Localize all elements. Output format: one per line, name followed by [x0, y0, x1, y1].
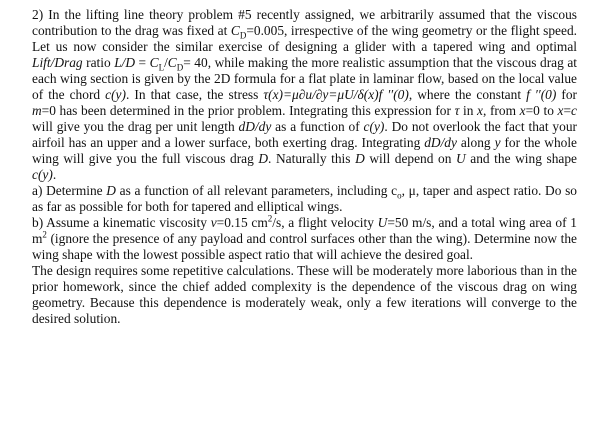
x-symbol-3: x [557, 103, 564, 118]
part-b-text-1: b) Assume a kinematic viscosity [32, 215, 211, 230]
x-symbol-2: x [519, 103, 526, 118]
part-a-text-2: as a function of all relevant parameters, including c [115, 183, 398, 198]
f-double-prime: f ′′(0) [526, 87, 557, 102]
chord-function: c(y) [105, 87, 126, 102]
part-a-text-3: , μ, taper and aspect ratio. Do so as far as possible for both for tapered and elliptical wings. [32, 183, 578, 214]
intro-text-14: as a function of [271, 119, 364, 134]
closing-paragraph: The design requires some repetitive calculations. These will be moderately more laborious than in the prior homework, since the chief added complexity is the dependence of the viscous drag on wing geometry. Because this dependence is moderately weak, only a few iterations will converge to the desired solution. [32, 263, 577, 326]
stress-formula: τ(x)=μ∂u/∂y=μU/δ(x)f ′′(0) [263, 87, 409, 102]
u-symbol: U [456, 151, 466, 166]
dd-dy-term: dD/dy [238, 119, 272, 134]
part-b-u-symbol: U [377, 215, 388, 230]
co-subscript: o [397, 190, 402, 201]
intro-text-20: and the wing shape [465, 151, 577, 166]
y-symbol: y [494, 135, 501, 150]
cl-subscript: L [158, 62, 165, 73]
intro-text-17: for the whole wing will give you the full viscous drag [32, 135, 578, 166]
dd-dy-term-2: dD/dy [424, 135, 457, 150]
intro-text-15: . Do not overlook the fact that your airfoil has an upper and a lower surface, both exerting drag. Integrating [32, 119, 577, 150]
part-b-text-4: =50 m/s, and a total wing area of 1 m [32, 215, 578, 246]
part-b-text-3: /s, a flight velocity [272, 215, 378, 230]
intro-text-7: , where the constant [408, 87, 527, 102]
intro-text-16: along [456, 135, 495, 150]
intro-text-2: =0.005, irrespective of the wing geometry or the flight speed. Let us now consider the similar exercise of designing a glider with a tapered wing and optimal [32, 23, 577, 54]
cd-subscript-2: D [176, 62, 184, 73]
d-symbol: D [258, 151, 269, 166]
intro-text-11: , from [483, 103, 520, 118]
d-symbol-2: D [355, 151, 365, 166]
x-symbol: x [477, 103, 483, 118]
m-squared-superscript: 2 [42, 229, 47, 240]
lift-drag-term: Lift/Drag [32, 55, 83, 70]
intro-text-5: = 40, while making the more realistic assumption that the viscous drag at each wing section is given by the 2D formula for a flat plate in laminar flow, based on the local value of the chord [32, 55, 577, 102]
m-symbol: m [32, 103, 42, 118]
part-b-text-5: (ignore the presence of any payload and control surfaces other than the wing). Determine now the wing shape with the lowest possible aspect ratio that will achieve the desired goal. [32, 231, 577, 262]
intro-text-21: . [52, 167, 57, 182]
intro-text-10: in [459, 103, 478, 118]
part-a-text-1: a) Determine [32, 183, 107, 198]
equals-sign: = [563, 103, 572, 118]
intro-text-18: . Naturally this [268, 151, 356, 166]
part-a-paragraph [32, 183, 577, 215]
problem-intro-paragraph [32, 7, 577, 183]
tau-symbol: τ [454, 103, 460, 118]
ratio-slash: / [164, 55, 168, 70]
cd-symbol: C [230, 23, 240, 38]
intro-text-6: . In that case, the stress [125, 87, 264, 102]
ld-term: L/D [114, 55, 136, 70]
nu-symbol: ν [210, 215, 217, 230]
c-symbol: c [571, 103, 577, 118]
chord-function-2: c(y) [363, 119, 385, 134]
part-a-d-symbol: D [106, 183, 116, 198]
intro-text-4: = [135, 55, 150, 70]
intro-text-12: =0 to [525, 103, 558, 118]
intro-text-9: =0 has been determined in the prior problem. Integrating this expression for [41, 103, 455, 118]
part-b-paragraph [32, 215, 577, 263]
cd-subscript: D [239, 30, 247, 41]
cm-squared-superscript: 2 [267, 213, 273, 224]
cl-symbol: C [149, 55, 159, 70]
chord-function-3: c(y) [32, 167, 53, 182]
intro-text-13: will give you the drag per unit length [32, 119, 239, 134]
part-b-text-2: =0.15 cm [216, 215, 268, 230]
cd-symbol-2: C [167, 55, 177, 70]
intro-text-8: for [556, 87, 578, 102]
intro-text-3: ratio [82, 55, 115, 70]
intro-text-19: will depend on [364, 151, 456, 166]
intro-text-1: 2) In the lifting line theory problem #5 recently assigned, we arbitrarily assumed that the viscous contribution to the drag was fixed at [32, 7, 577, 38]
